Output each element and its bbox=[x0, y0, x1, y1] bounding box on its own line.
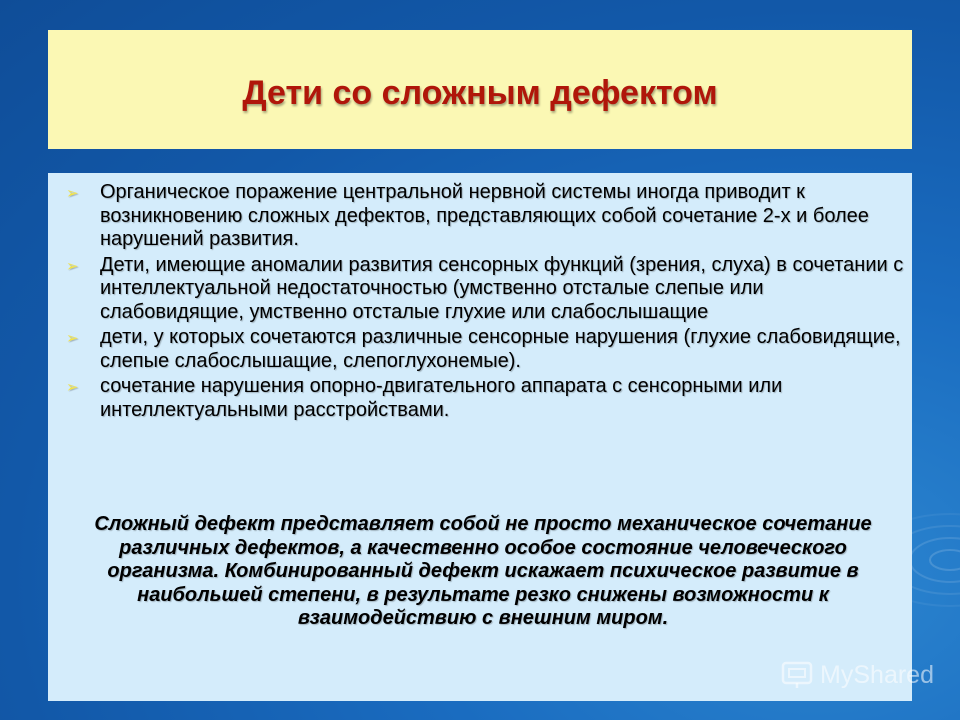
bullet-item bbox=[66, 181, 912, 252]
arrowhead-bullet-icon: ➢ bbox=[66, 257, 79, 275]
arrowhead-bullet-icon: ➢ bbox=[66, 379, 79, 396]
bullet-item bbox=[66, 326, 912, 373]
summary-paragraph: Сложный дефект представляет собой не просто механическое сочетание различных дефектов, а качественно особое состояние человеческого организма. Комбинированный дефект искажает психическое развитие в наибольшей степени, в результате резко снижены возможности к взаимодействию с внешним миром. bbox=[94, 513, 872, 629]
bullet-list bbox=[66, 181, 912, 424]
bullet-text: Дети, имеющие аномалии развития сенсорных функций (зрения, слуха) в сочетании с интеллектуальной недостаточностью (умственно отсталые слепые или слабовидящие, умственно отсталые глухие или слабослышащие bbox=[100, 253, 904, 323]
bullet-text: Органическое поражение центральной нервной системы иногда приводит к возникновению сложных дефектов, представляющих собой сочетание 2-х и более нарушений развития. bbox=[100, 181, 869, 250]
title-box bbox=[48, 30, 912, 149]
bullet-item bbox=[66, 253, 912, 325]
watermark bbox=[780, 660, 934, 690]
content-box bbox=[48, 173, 912, 701]
myshared-logo-icon bbox=[780, 660, 814, 690]
arrowhead-bullet-icon: ➢ bbox=[66, 185, 79, 202]
bullet-text: сочетание нарушения опорно-двигательного аппарата с сенсорными или интеллектуальными расстройствами. bbox=[100, 375, 783, 421]
bullet-item bbox=[66, 375, 912, 422]
arrowhead-bullet-icon: ➢ bbox=[66, 330, 79, 347]
slide-title: Дети со сложным дефектом bbox=[242, 74, 718, 112]
bullet-text: дети, у которых сочетаются различные сенсорные нарушения (глухие слабовидящие, слепые слабослышащие, слепоглухонемые). bbox=[100, 326, 901, 372]
watermark-text: MyShared bbox=[820, 660, 934, 689]
